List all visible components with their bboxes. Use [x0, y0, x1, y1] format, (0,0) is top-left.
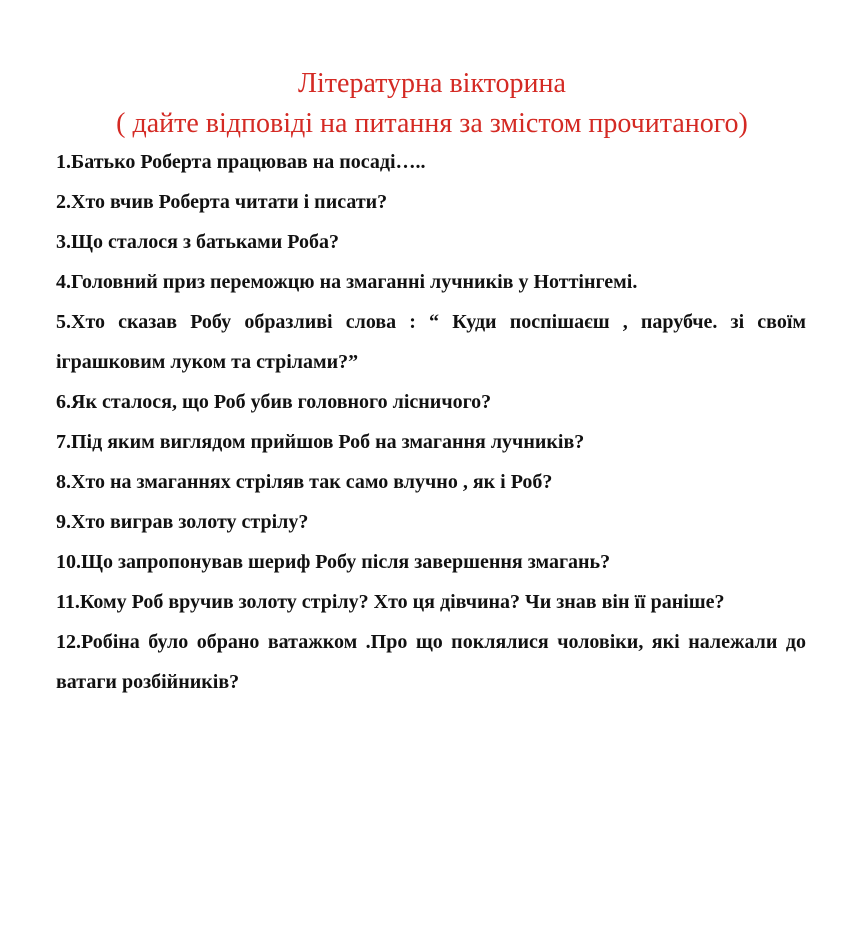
document-subtitle: ( дайте відповіді на питання за змістом прочитаного) — [116, 108, 748, 139]
document-title: Літературна вікторина — [298, 68, 566, 99]
question-item: 1.Батько Роберта працював на посаді….. — [56, 151, 426, 173]
question-item: 3.Що сталося з батьками Роба? — [56, 231, 340, 253]
question-item: 6.Як сталося, що Роб убив головного лісничого? — [56, 391, 492, 413]
question-item: 4.Головний приз переможцю на змаганні лучників у Ноттінгемі. — [56, 271, 638, 293]
question-item: 12.Робіна було обрано ватажком .Про що поклялися чоловіки, які належали до ватаги розбійників? — [56, 631, 806, 693]
question-item: 8.Хто на змаганнях стріляв так само влучно , як і Роб? — [56, 471, 553, 493]
question-item: 2.Хто вчив Роберта читати і писати? — [56, 191, 388, 213]
question-item: 9.Хто виграв золоту стрілу? — [56, 511, 309, 533]
question-item: 7.Під яким виглядом прийшов Роб на змагання лучників? — [56, 431, 585, 453]
question-item: 10.Що запропонував шериф Робу після завершення змагань? — [56, 551, 611, 573]
question-item: 5.Хто сказав Робу образливі слова : “ Куди поспішаєш , парубче. зі своїм іграшковим луком та стрілами?” — [56, 311, 806, 373]
question-item: 11.Кому Роб вручив золоту стрілу? Хто ця дівчина? Чи знав він її раніше? — [56, 591, 725, 613]
question-list — [56, 142, 806, 702]
